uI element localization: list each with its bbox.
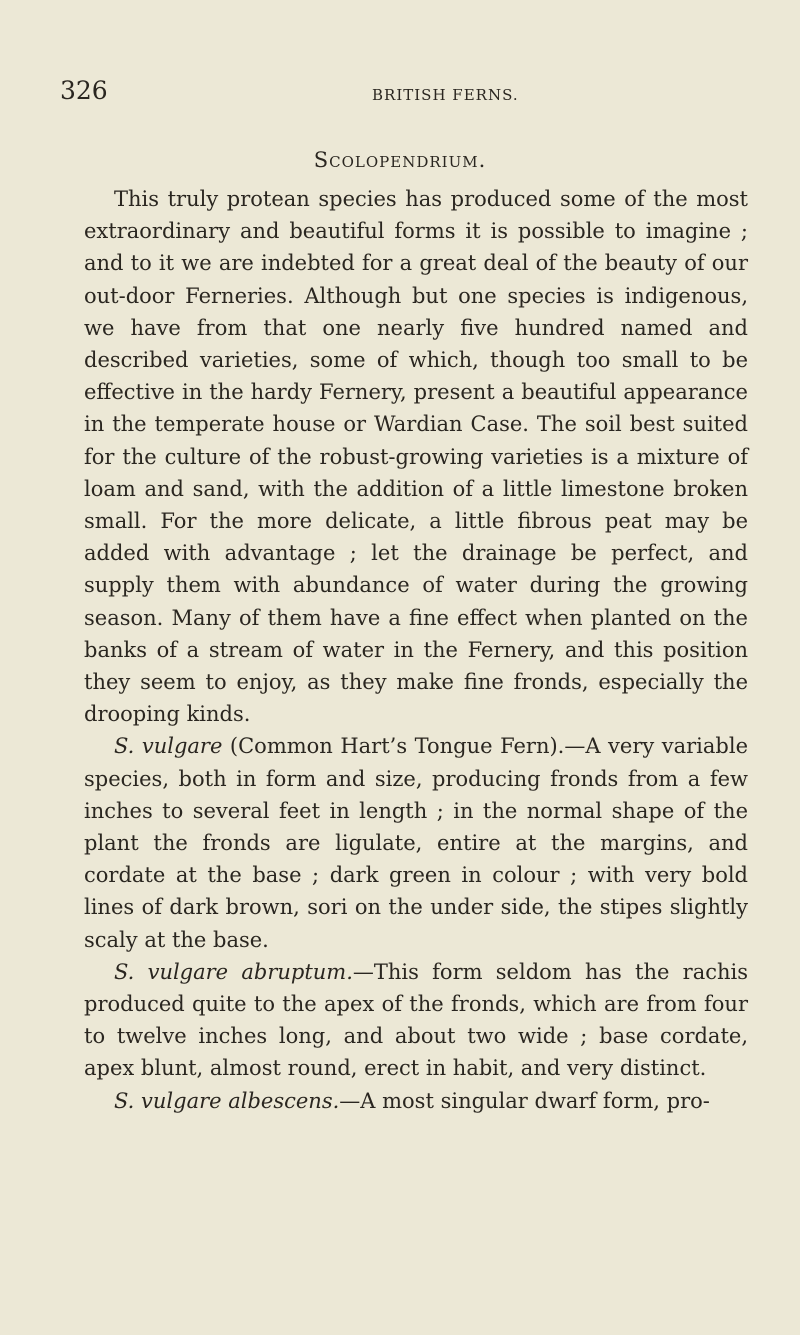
paragraph-text: —This form seldom has the rachis produced quite to the apex of the fronds, which are from four to twelve inches long, and about two wide ; base cordate, apex blunt, almost round, erect in habit, and very distinct. — [84, 959, 748, 1081]
paragraph-albescens — [84, 1085, 748, 1117]
paragraph-vulgare — [84, 730, 748, 955]
page-number: 326 — [60, 76, 108, 105]
genus-abbrev: S. — [114, 959, 135, 984]
paragraph-intro — [84, 183, 748, 730]
body-text — [84, 183, 748, 1117]
paragraph-text: (Common Hart’s Tongue Fern).—A very variable species, both in form and size, producing fronds from a few inches to several feet in length ; in the normal shape of the plant the fronds are ligulate, entire at the margins, and cordate at the base ; dark green in colour ; with very bold lines of dark brown, sori on the under side, the stipes slightly scaly at the base. — [84, 734, 748, 952]
paragraph-text: —A most singular dwarf form, pro- — [339, 1088, 710, 1113]
paragraph-abruptum — [84, 956, 748, 1085]
species-name: vulgare — [141, 734, 223, 759]
running-head — [60, 76, 750, 106]
running-title: BRITISH FERNS. — [372, 86, 519, 104]
paragraph-text: This truly protean species has produced some of the most extraordinary and beautiful forms it is possible to imagine ; and to it we are indebted for a great deal of the beauty of our out-door Ferneries. Although but one species is indigenous, we have from that one nearly five hundred named and described varieties, some of which, though too small to be effective in the hardy Fernery, present a beautiful appearance in the temperate house or Wardian Case. The soil best suited for the culture of the robust-growing varieties is a mixture of loam and sand, with the addition of a little limestone broken small. For the more delicate, a little fibrous peat may be added with advantage ; let the drainage be perfect, and supply them with abundance of water during the growing season. Many of them have a fine effect when planted on the banks of a stream of water in the Fernery, and this position they seem to enjoy, as they make fine fronds, especially the drooping kinds. — [84, 187, 748, 727]
genus-abbrev: S. — [114, 1088, 135, 1113]
species-name: vulgare albescens. — [141, 1088, 340, 1113]
genus-abbrev: S. — [114, 734, 135, 759]
section-title: Scolopendrium. — [313, 148, 487, 172]
species-name: vulgare abruptum. — [147, 959, 353, 984]
